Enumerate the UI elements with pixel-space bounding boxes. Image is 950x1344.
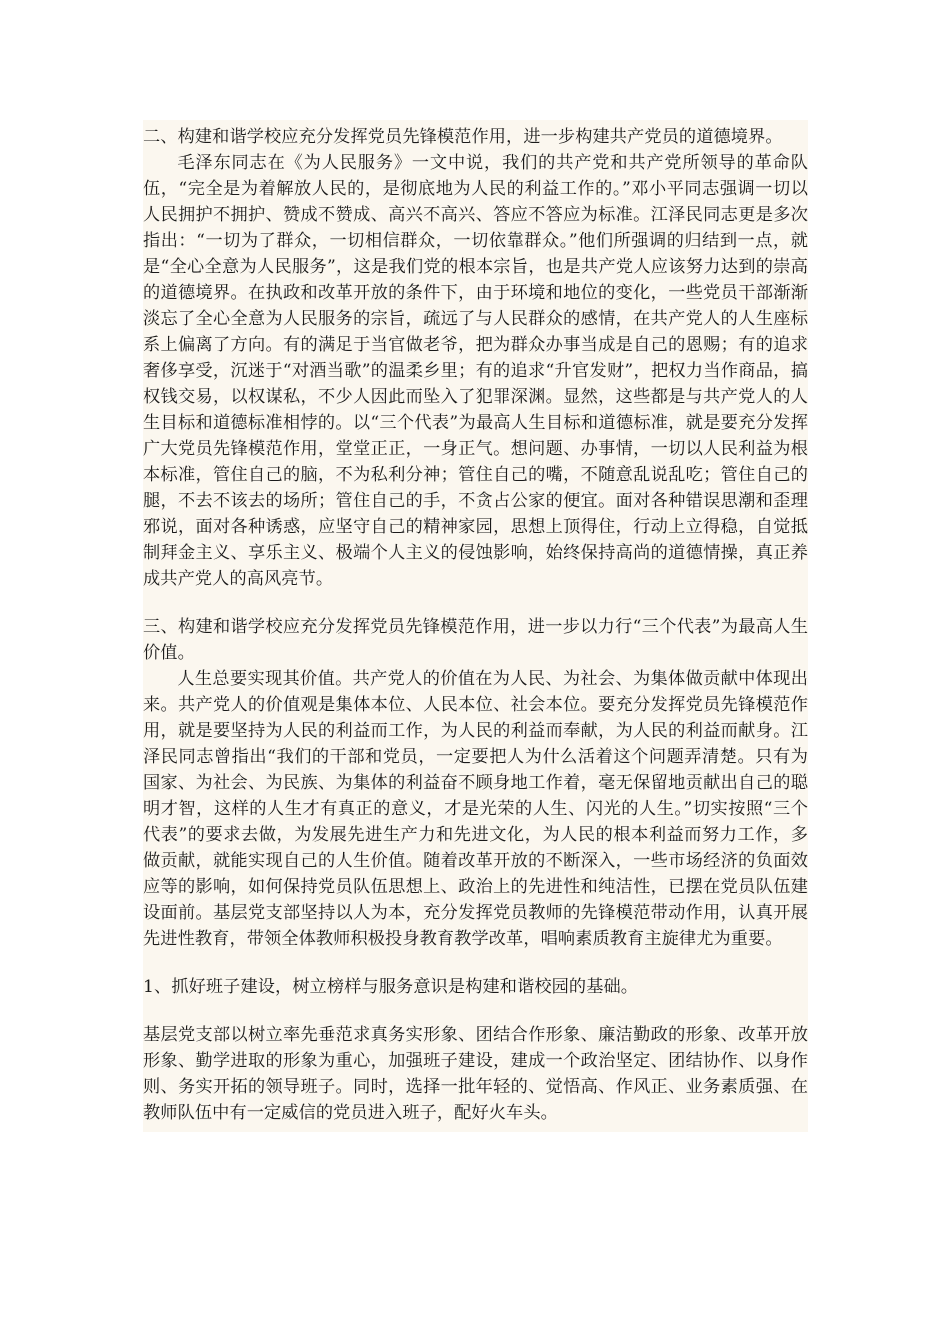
- paragraph-gap: [143, 952, 808, 974]
- point-1-heading: 1、抓好班子建设，树立榜样与服务意识是构建和谐校园的基础。: [143, 977, 639, 997]
- document-body: [143, 120, 808, 1132]
- paragraph-gap: [143, 592, 808, 614]
- section-2-body: 毛泽东同志在《为人民服务》一文中说，我们的共产党和共产党所领导的革命队伍，“完全是为着解放人民的，是彻底地为人民的利益工作的。”邓小平同志强调一切以人民拥护不拥护、赞成不赞成、高兴不高兴、答应不答应为标准。江泽民同志更是多次指出：“一切为了群众，一切相信群众，一切依靠群众。”他们所强调的归结到一点，就是“全心全意为人民服务”，这是我们党的根本宗旨，也是共产党人应该努力达到的崇高的道德境界。在执政和改革开放的条件下，由于环境和地位的变化，一些党员干部渐渐淡忘了全心全意为人民服务的宗旨，疏远了与人民群众的感情，在共产党人的人生座标系上偏离了方向。有的满足于当官做老爷，把为群众办事当成是自己的恩赐；有的追求奢侈享受，沉迷于“对酒当歌”的温柔乡里；有的追求“升官发财”，把权力当作商品，搞权钱交易，以权谋私，不少人因此而坠入了犯罪深渊。显然，这些都是与共产党人的人生目标和道德标准相悖的。以“三个代表”为最高人生目标和道德标准，就是要充分发挥广大党员先锋模范作用，堂堂正正，一身正气。想问题、办事情，一切以人民利益为根本标准，管住自己的脑，不为私利分神；管住自己的嘴，不随意乱说乱吃；管住自己的腿，不去不该去的场所；管住自己的手，不贪占公家的便宜。面对各种错误思潮和歪理邪说，面对各种诱惑，应坚守自己的精神家园，思想上顶得住，行动上立得稳，自觉抵制拜金主义、享乐主义、极端个人主义的侵蚀影响，始终保持高尚的道德情操，真正养成共产党人的高风亮节。: [143, 153, 808, 589]
- point-1-body: 基层党支部以树立率先垂范求真务实形象、团结合作形象、廉洁勤政的形象、改革开放形象、勤学进取的形象为重心，加强班子建设，建成一个政治坚定、团结协作、以身作则、务实开拓的领导班子。同时，选择一批年轻的、觉悟高、作风正、业务素质强、在教师队伍中有一定威信的党员进入班子，配好火车头。: [143, 1025, 808, 1123]
- section-3-body: 人生总要实现其价值。共产党人的价值在为人民、为社会、为集体做贡献中体现出来。共产党人的价值观是集体本位、人民本位、社会本位。要充分发挥党员先锋模范作用，就是要坚持为人民的利益而工作，为人民的利益而奉献，为人民的利益而献身。江泽民同志曾指出“我们的干部和党员，一定要把人为什么活着这个问题弄清楚。只有为国家、为社会、为民族、为集体的利益奋不顾身地工作着，毫无保留地贡献出自己的聪明才智，这样的人生才有真正的意义，才是光荣的人生、闪光的人生。”切实按照“三个代表”的要求去做，为发展先进生产力和先进文化，为人民的根本利益而努力工作，多做贡献，就能实现自己的人生价值。随着改革开放的不断深入，一些市场经济的负面效应等的影响，如何保持党员队伍思想上、政治上的先进性和纯洁性，已摆在党员队伍建设面前。基层党支部坚持以人为本，充分发挥党员教师的先锋模范带动作用，认真开展先进性教育，带领全体教师积极投身教育教学改革，唱响素质教育主旋律尤为重要。: [143, 669, 808, 949]
- section-3-heading: 三、构建和谐学校应充分发挥党员先锋模范作用，进一步以力行“三个代表”为最高人生价值。: [143, 617, 808, 663]
- section-2-heading: 二、构建和谐学校应充分发挥党员先锋模范作用，进一步构建共产党员的道德境界。: [143, 127, 783, 147]
- paragraph-gap: [143, 1000, 808, 1022]
